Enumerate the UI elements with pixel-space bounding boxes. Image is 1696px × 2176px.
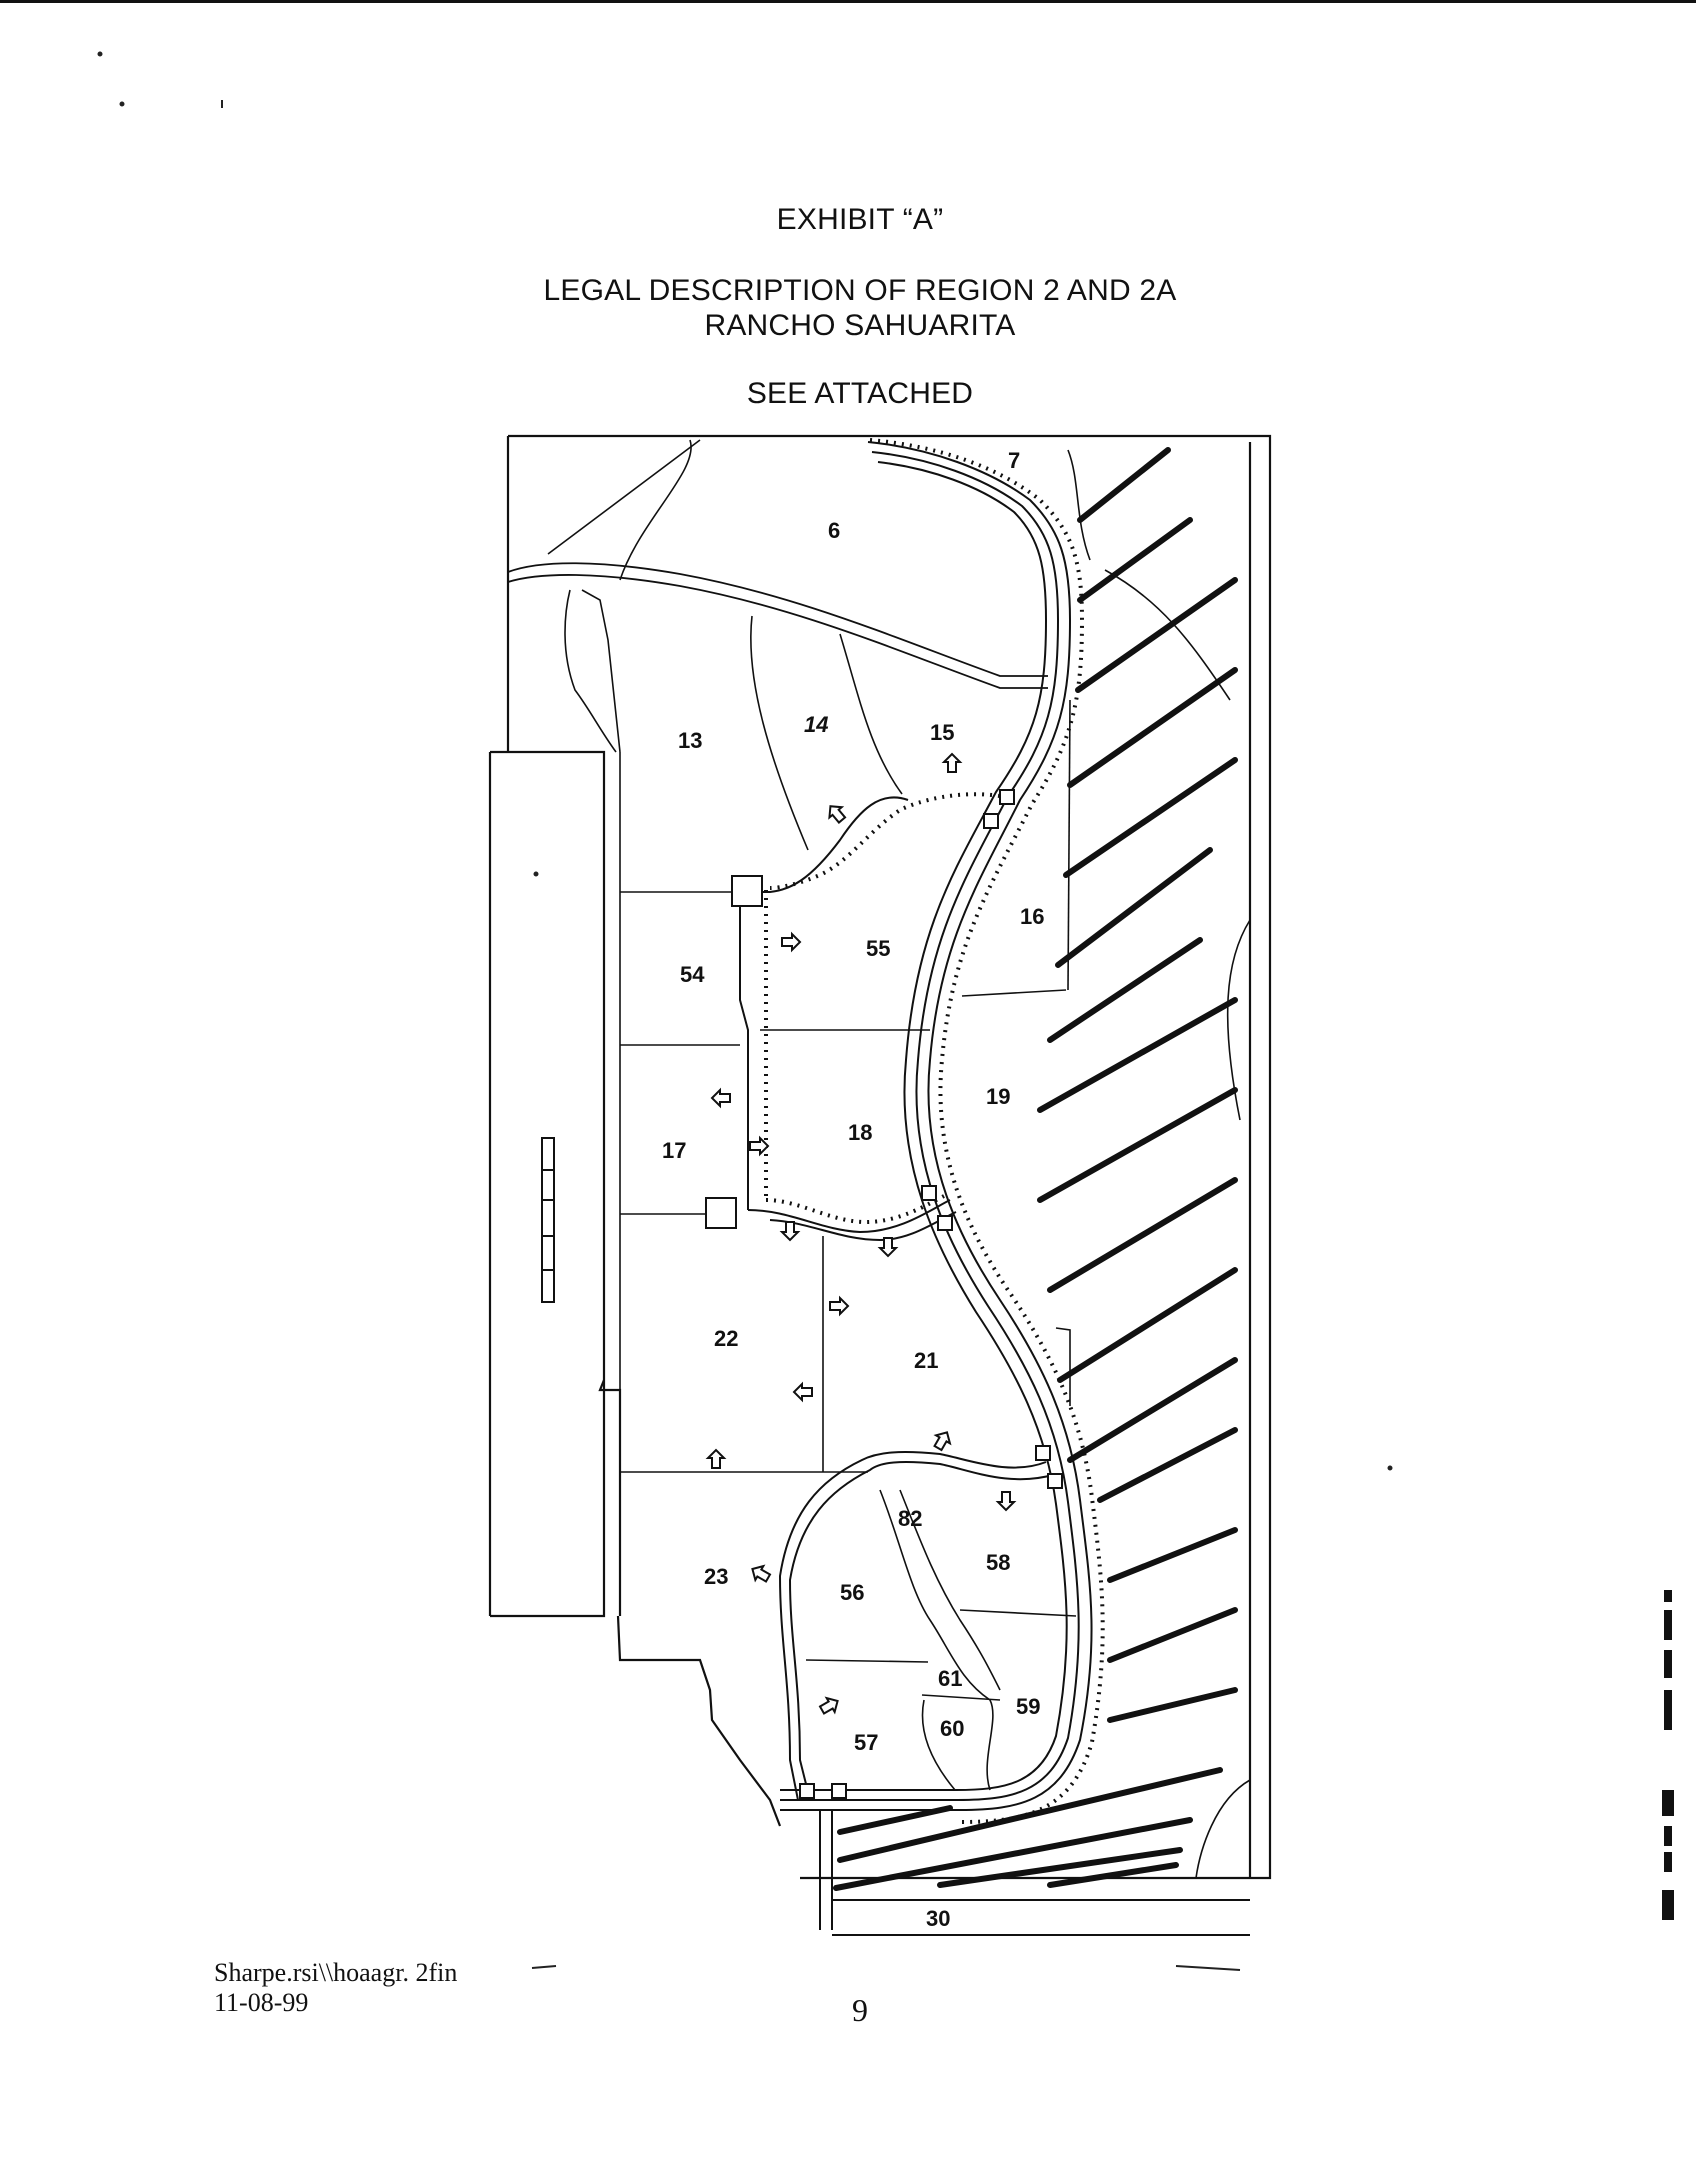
lot-82-label: 82 bbox=[898, 1506, 923, 1531]
margin-stamp bbox=[1650, 1590, 1690, 1930]
parcel-lines bbox=[548, 440, 1250, 1878]
lot-7-label: 7 bbox=[1008, 448, 1021, 473]
lot-19-label: 19 bbox=[986, 1084, 1011, 1109]
lot-54-label: 54 bbox=[680, 962, 705, 987]
main-road bbox=[740, 442, 1250, 1935]
lot-58-label: 58 bbox=[986, 1550, 1011, 1575]
description-line-2: RANCHO SAHUARITA bbox=[704, 309, 1016, 342]
lot-13-label: 13 bbox=[678, 728, 703, 753]
lot-22-label: 22 bbox=[714, 1326, 739, 1351]
file-reference: Sharpe.rsi\\hoaagr. 2fin bbox=[214, 1958, 458, 1987]
lot-21-label: 21 bbox=[914, 1348, 939, 1373]
see-attached: SEE ATTACHED bbox=[746, 377, 974, 410]
hatch-lines bbox=[836, 450, 1235, 1888]
lot-57-label: 57 bbox=[854, 1730, 879, 1755]
lot-56-label: 56 bbox=[840, 1580, 865, 1605]
lot-61-label: 61 bbox=[938, 1666, 963, 1691]
description-line-1: LEGAL DESCRIPTION OF REGION 2 AND 2A bbox=[543, 274, 1177, 307]
lot-59-label: 59 bbox=[1016, 1694, 1041, 1719]
upper-road bbox=[508, 563, 1048, 688]
lot-60-label: 60 bbox=[940, 1716, 965, 1741]
exhibit-title: EXHIBIT “A” bbox=[776, 203, 944, 236]
lot-16-label: 16 bbox=[1020, 904, 1045, 929]
lot-30-label: 30 bbox=[926, 1906, 951, 1931]
page-number: 9 bbox=[852, 1992, 868, 2028]
lot-23-label: 23 bbox=[704, 1564, 729, 1589]
scale-bar bbox=[542, 1138, 554, 1302]
document-date: 11-08-99 bbox=[214, 1988, 309, 2017]
scan-marks bbox=[99, 53, 1392, 1971]
lot-14-label: 14 bbox=[804, 712, 829, 737]
lot-6-label: 6 bbox=[828, 518, 841, 543]
lot-15-label: 15 bbox=[930, 720, 955, 745]
lot-17-label: 17 bbox=[662, 1138, 687, 1163]
lot-55-label: 55 bbox=[866, 936, 891, 961]
lot-18-label: 18 bbox=[848, 1120, 873, 1145]
